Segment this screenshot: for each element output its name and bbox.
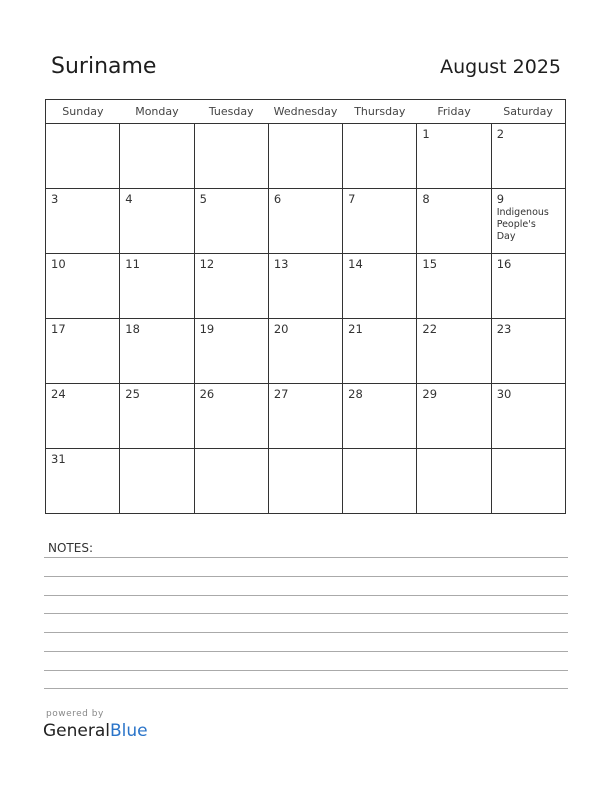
day-cell[interactable] bbox=[194, 384, 268, 449]
day-cell[interactable] bbox=[268, 449, 342, 514]
day-number: 17 bbox=[51, 322, 66, 336]
day-number: 6 bbox=[273, 192, 282, 206]
day-number: 26 bbox=[199, 387, 215, 401]
day-number: 20 bbox=[273, 322, 289, 336]
holiday-line: Indigenous bbox=[496, 207, 549, 218]
week-row bbox=[46, 319, 566, 384]
day-cell[interactable] bbox=[120, 254, 194, 319]
day-cell[interactable] bbox=[268, 189, 342, 254]
day-number: 23 bbox=[496, 322, 512, 336]
week-row bbox=[46, 449, 566, 514]
day-number: 18 bbox=[125, 322, 140, 336]
weekday-friday: Friday bbox=[417, 100, 491, 124]
day-cell[interactable] bbox=[417, 384, 491, 449]
weekday-sunday: Sunday bbox=[46, 100, 120, 124]
weekday-thursday: Thursday bbox=[343, 100, 417, 124]
weekday-tuesday: Tuesday bbox=[194, 100, 268, 124]
day-cell[interactable] bbox=[343, 189, 417, 254]
day-number: 2 bbox=[496, 127, 505, 141]
day-cell[interactable] bbox=[491, 254, 565, 319]
day-number: 16 bbox=[496, 257, 512, 271]
day-cell[interactable] bbox=[46, 384, 120, 449]
day-cell[interactable] bbox=[268, 254, 342, 319]
day-cell[interactable] bbox=[46, 254, 120, 319]
holiday-line: People's bbox=[496, 219, 536, 230]
day-cell[interactable] bbox=[46, 319, 120, 384]
day-cell[interactable] bbox=[343, 384, 417, 449]
note-line bbox=[44, 557, 568, 558]
day-cell[interactable] bbox=[120, 124, 194, 189]
day-cell[interactable] bbox=[491, 319, 565, 384]
weekday-header-row bbox=[46, 100, 566, 124]
day-number: 30 bbox=[496, 387, 512, 401]
day-number: 10 bbox=[51, 257, 66, 271]
day-cell[interactable] bbox=[417, 319, 491, 384]
day-cell[interactable] bbox=[417, 124, 491, 189]
day-cell[interactable] bbox=[417, 189, 491, 254]
day-number: 1 bbox=[422, 127, 430, 141]
week-row bbox=[46, 189, 566, 254]
day-number: 4 bbox=[125, 192, 133, 206]
day-cell[interactable] bbox=[343, 254, 417, 319]
day-number: 24 bbox=[51, 387, 66, 401]
day-number: 8 bbox=[422, 192, 430, 206]
day-number: 29 bbox=[422, 387, 438, 401]
holiday-line: Day bbox=[496, 231, 516, 242]
day-cell[interactable] bbox=[491, 124, 565, 189]
day-number: 15 bbox=[422, 257, 438, 271]
country-title: Suriname bbox=[51, 54, 157, 79]
day-number: 5 bbox=[199, 192, 207, 206]
note-line bbox=[44, 670, 568, 671]
week-row bbox=[46, 124, 566, 189]
week-row bbox=[46, 254, 566, 319]
note-line bbox=[44, 688, 568, 689]
day-cell[interactable] bbox=[343, 449, 417, 514]
note-line bbox=[44, 651, 568, 652]
day-cell[interactable] bbox=[46, 189, 120, 254]
brand-blue: Blue bbox=[110, 721, 148, 741]
day-cell[interactable] bbox=[491, 449, 565, 514]
day-cell[interactable] bbox=[120, 449, 194, 514]
day-number: 9 bbox=[496, 192, 505, 206]
day-cell[interactable] bbox=[343, 124, 417, 189]
day-cell[interactable] bbox=[268, 124, 342, 189]
day-cell[interactable] bbox=[120, 189, 194, 254]
day-cell[interactable] bbox=[194, 254, 268, 319]
note-line bbox=[44, 613, 568, 614]
day-number: 13 bbox=[273, 257, 289, 271]
day-cell[interactable] bbox=[268, 384, 342, 449]
note-line bbox=[44, 576, 568, 577]
calendar-grid bbox=[45, 99, 566, 514]
day-number: 11 bbox=[125, 257, 140, 271]
day-cell[interactable] bbox=[417, 254, 491, 319]
day-number: 3 bbox=[51, 192, 59, 206]
day-cell[interactable] bbox=[194, 449, 268, 514]
day-cell[interactable] bbox=[120, 384, 194, 449]
day-number: 12 bbox=[199, 257, 215, 271]
day-number: 28 bbox=[348, 387, 363, 401]
day-cell[interactable] bbox=[268, 319, 342, 384]
day-cell[interactable] bbox=[46, 124, 120, 189]
day-cell[interactable] bbox=[417, 449, 491, 514]
brand-general: General bbox=[43, 721, 110, 741]
weekday-monday: Monday bbox=[120, 100, 194, 124]
day-number: 21 bbox=[348, 322, 363, 336]
brand-logo bbox=[43, 721, 148, 741]
day-cell[interactable] bbox=[46, 449, 120, 514]
day-cell[interactable] bbox=[194, 124, 268, 189]
day-cell[interactable] bbox=[194, 319, 268, 384]
powered-by-text: powered by bbox=[46, 709, 104, 719]
day-cell[interactable] bbox=[343, 319, 417, 384]
notes-label: NOTES: bbox=[48, 541, 93, 555]
day-cell[interactable] bbox=[120, 319, 194, 384]
day-number: 14 bbox=[348, 257, 363, 271]
day-number: 25 bbox=[125, 387, 140, 401]
day-number: 27 bbox=[273, 387, 289, 401]
day-cell[interactable] bbox=[491, 384, 565, 449]
note-line bbox=[44, 595, 568, 596]
note-line bbox=[44, 632, 568, 633]
weekday-wednesday: Wednesday bbox=[268, 100, 342, 124]
week-row bbox=[46, 384, 566, 449]
holiday-label bbox=[497, 207, 561, 243]
day-number: 19 bbox=[199, 322, 215, 336]
day-number: 22 bbox=[422, 322, 438, 336]
day-number: 7 bbox=[348, 192, 356, 206]
day-cell[interactable] bbox=[491, 189, 565, 254]
day-number: 31 bbox=[51, 452, 66, 466]
weekday-saturday: Saturday bbox=[491, 100, 565, 124]
month-year-title: August 2025 bbox=[440, 56, 561, 78]
day-cell[interactable] bbox=[194, 189, 268, 254]
